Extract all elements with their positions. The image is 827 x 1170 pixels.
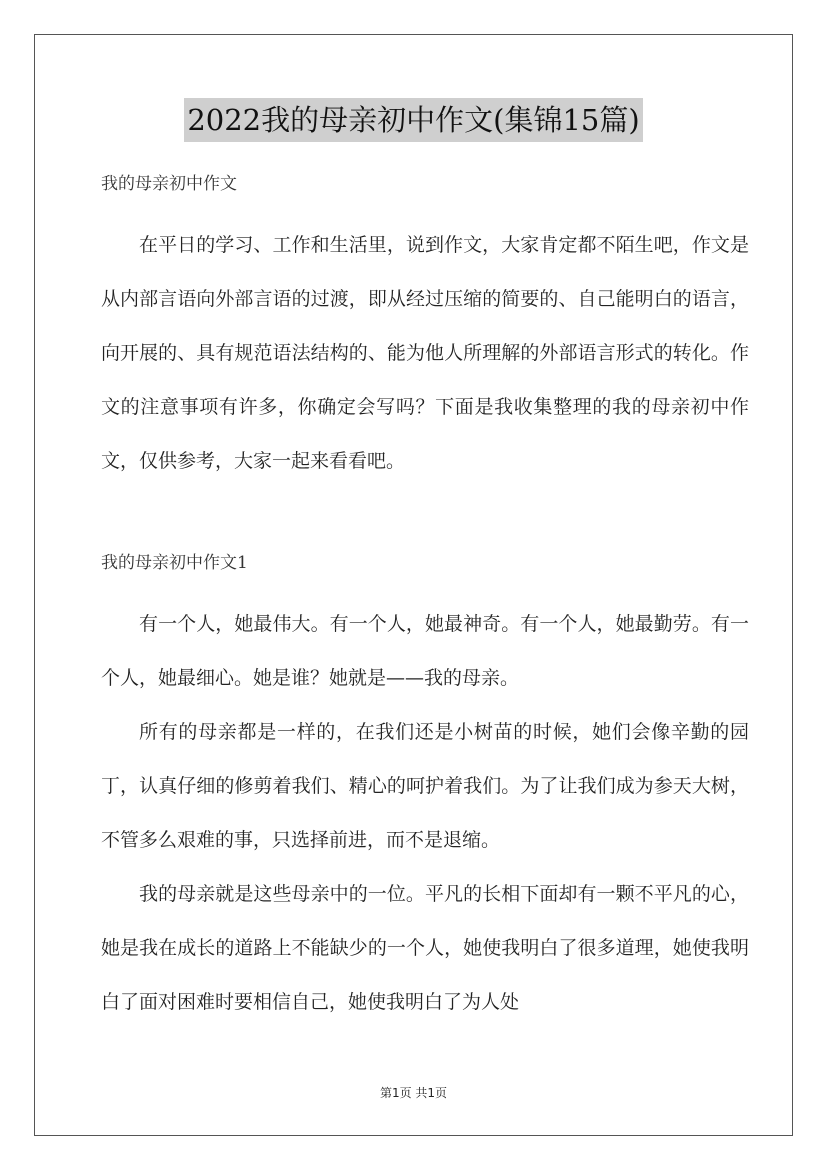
title-container bbox=[0, 98, 827, 142]
essay1-paragraph-2: 所有的母亲都是一样的，在我们还是小树苗的时候，她们会像辛勤的园丁，认真仔细的修剪着我们、精心的呵护着我们。为了让我们成为参天大树，不管多么艰难的事，只选择前进，而不是退缩。 bbox=[101, 721, 749, 851]
essay1-paragraph-3: 我的母亲就是这些母亲中的一位。平凡的长相下面却有一颗不平凡的心，她是我在成长的道路上不能缺少的一个人，她使我明白了很多道理，她使我明白了面对困难时要相信自己，她使我明白了为人处 bbox=[101, 883, 749, 1013]
essay1-heading: 我的母亲初中作文1 bbox=[101, 553, 248, 573]
page-number-label: 第1页 共1页 bbox=[379, 1086, 448, 1100]
document-title: 2022我的母亲初中作文(集锦15篇) bbox=[184, 98, 642, 142]
essay1-paragraph-1: 有一个人，她最伟大。有一个人，她最神奇。有一个人，她最勤劳。有一个人，她最细心。她是谁？她就是——我的母亲。 bbox=[101, 613, 749, 689]
intro-heading: 我的母亲初中作文 bbox=[101, 174, 237, 194]
page-footer bbox=[0, 1084, 827, 1101]
document-body bbox=[101, 172, 749, 1029]
intro-paragraph: 在平日的学习、工作和生活里，说到作文，大家肯定都不陌生吧，作文是从内部言语向外部言语的过渡，即从经过压缩的简要的、自己能明白的语言，向开展的、具有规范语法结构的、能为他人所理解的外部语言形式的转化。作文的注意事项有许多，你确定会写吗？下面是我收集整理的我的母亲初中作文，仅供参考，大家一起来看看吧。 bbox=[101, 234, 749, 472]
